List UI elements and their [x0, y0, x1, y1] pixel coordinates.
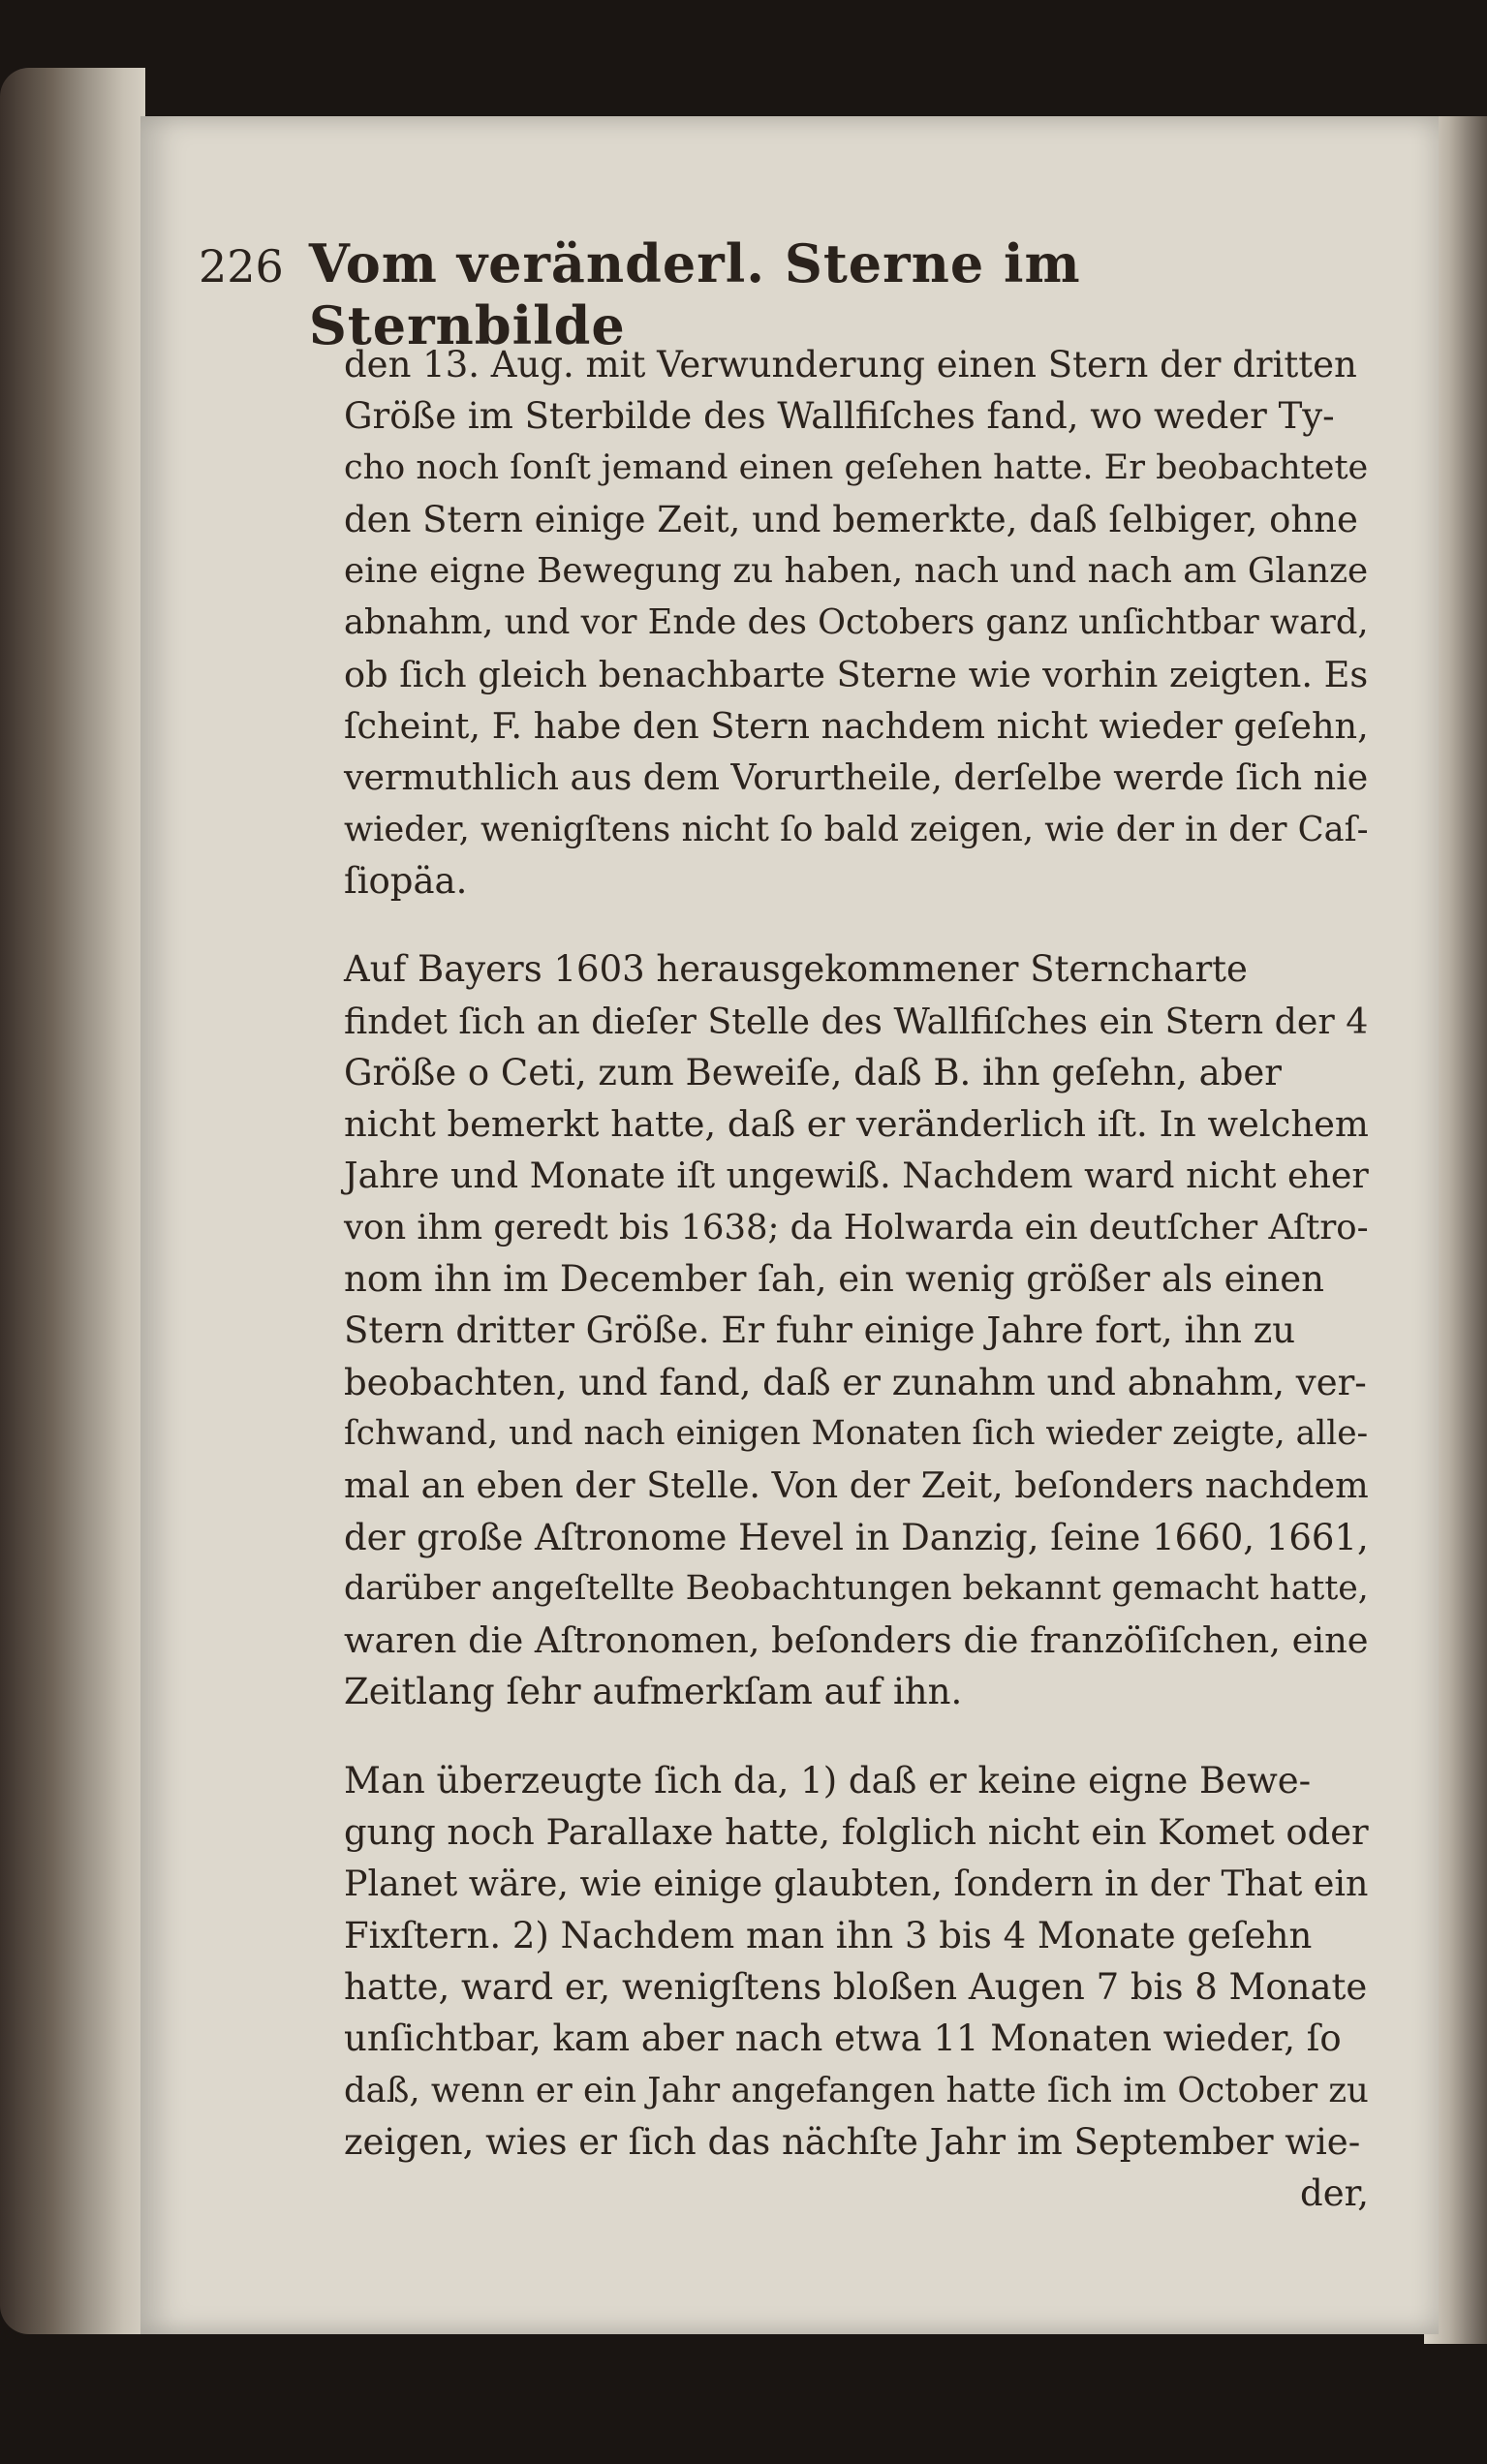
paragraph [344, 943, 1369, 1717]
text-line: unſichtbar, kam aber nach etwa 11 Monaten wieder, ſo [344, 2017, 1342, 2060]
text-line: findet ſich an dieſer Stelle des Wallfiſches ein Stern der 4 [344, 1000, 1369, 1042]
text-line: Fixſtern. 2) Nachdem man ihn 3 bis 4 Monate geſehn [344, 1914, 1313, 1956]
text-line: beobachten, und fand, daß er zunahm und abnahm, ver- [344, 1361, 1367, 1403]
text-line: ob ſich gleich benachbarte Sterne wie vorhin zeigten. Es [344, 653, 1369, 695]
text-line: nicht bemerkt hatte, daß er veränderlich iſt. In welchem [344, 1103, 1369, 1146]
text-line: darüber angeſtellte Beobachtungen bekannt gemacht hatte, [344, 1568, 1369, 1608]
paragraph [344, 339, 1369, 907]
text-line: eine eigne Bewegung zu haben, nach und nach am Glanze [344, 551, 1369, 592]
page-header [199, 232, 1361, 356]
book-page-edges [0, 68, 145, 2334]
text-line: nom ihn im December ſah, ein wenig größer als einen [344, 1258, 1324, 1301]
running-title: Vom veränderl. Sterne im Sternbilde [308, 232, 1081, 356]
paragraph-gap [344, 907, 1369, 943]
text-line: wieder, wenigſtens nicht ſo bald zeigen, wie der in der Caſ- [344, 809, 1369, 849]
paragraph [344, 1755, 1369, 2168]
text-line: waren die Aſtronomen, beſonders die franzöſiſchen, eine [344, 1619, 1369, 1662]
text-line: Stern dritter Größe. Er fuhr einige Jahre fort, ihn zu [344, 1309, 1296, 1352]
text-line: ſcheint, F. habe den Stern nachdem nicht wieder geſehn, [344, 705, 1369, 748]
text-line: den 13. Aug. mit Verwunderung einen Stern der dritten [344, 344, 1357, 385]
text-line: Größe o Ceti, zum Beweiſe, daß B. ihn geſehn, aber [344, 1051, 1282, 1093]
catchword: der, [1300, 2172, 1369, 2215]
text-line: mal an eben der Stelle. Von der Zeit, beſonders nachdem [344, 1464, 1369, 1507]
text-line: Jahre und Monate iſt ungewiß. Nachdem ward nicht eher [344, 1155, 1369, 1197]
text-line: Zeitlang ſehr aufmerkſam auf ihn. [344, 1671, 963, 1713]
text-line: gung noch Parallaxe hatte, folglich nicht ein Komet oder [344, 1811, 1369, 1854]
text-line: von ihm geredt bis 1638; da Holwarda ein deutſcher Aſtro- [344, 1207, 1369, 1247]
text-line: vermuthlich aus dem Vorurtheile, derſelbe werde ſich nie [344, 756, 1369, 799]
body-text [344, 339, 1369, 2219]
text-line: ſiopäa. [344, 859, 468, 902]
text-line: der große Aſtronome Hevel in Danzig, ſeine 1660, 1661, [344, 1516, 1369, 1558]
text-line: Auf Bayers 1603 herausgekommener Sterncharte [344, 948, 1248, 991]
paragraph-gap [344, 1718, 1369, 1755]
text-line: daß, wenn er ein Jahr angefangen hatte ſich im October zu [344, 2070, 1369, 2110]
text-line: hatte, ward er, wenigſtens bloßen Augen 7 bis 8 Monate [344, 1965, 1368, 2008]
text-line: Man überzeugte ſich da, 1) daß er keine eigne Bewe- [344, 1759, 1312, 1802]
text-line: abnahm, und vor Ende des Octobers ganz unſichtbar ward, [344, 602, 1369, 643]
page-number: 226 [199, 240, 284, 293]
text-line: Größe im Sterbilde des Wallfiſches fand, wo weder Ty- [344, 395, 1335, 438]
text-line: Planet wäre, wie einige glaubten, ſondern in der That ein [344, 1863, 1369, 1905]
text-line: ſchwand, und nach einigen Monaten ſich wieder zeigte, alle- [344, 1413, 1369, 1453]
text-line: zeigen, wies er ſich das nächſte Jahr im September wie- [344, 2120, 1361, 2163]
text-line: cho noch ſonſt jemand einen geſehen hatte. Er beobachtete [344, 447, 1369, 487]
text-line: den Stern einige Zeit, und bemerkte, daß ſelbiger, ohne [344, 498, 1358, 540]
